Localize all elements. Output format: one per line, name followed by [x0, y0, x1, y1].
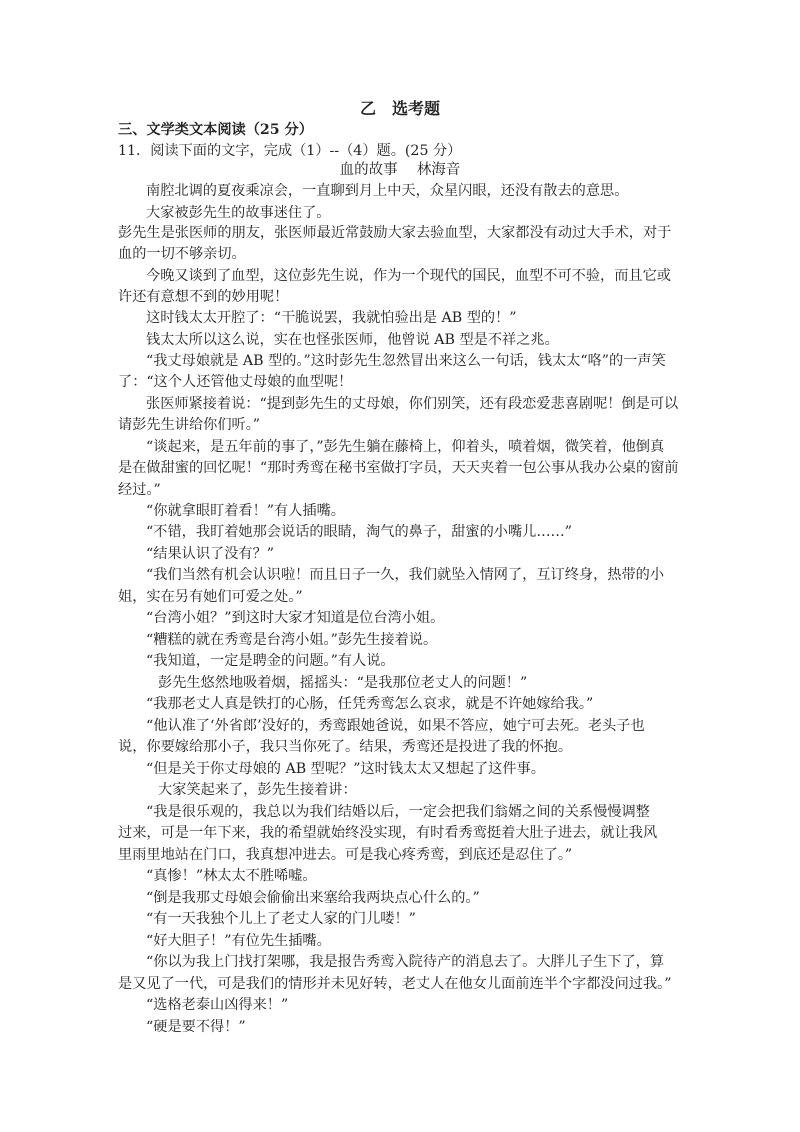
story-line: “真惨！”林太太不胜唏嘘。: [146, 868, 317, 884]
story-line: “我丈母娘就是 AB 型的。”这时彭先生忽然冒出来这么一句话，钱太太“咯”的一声笑: [146, 353, 666, 369]
story-line: “但是关于你丈母娘的 AB 型呢？”这时钱太太又想起了这件事。: [146, 761, 545, 777]
story-heading: [0, 160, 800, 180]
story-line: 大家被彭先生的故事迷住了。: [146, 205, 331, 221]
question-prompt: 11．阅读下面的文字，完成（1）--（4）题。(25 分）: [118, 143, 462, 159]
story-line: “结果认识了没有？”: [146, 546, 275, 562]
story-line: “他认准了‘外省郎’没好的，秀鸾跟她爸说，如果不答应，她宁可去死。老头子也: [146, 718, 645, 734]
story-line: 这时钱太太开腔了：“干脆说罢，我就怕验出是 AB 型的！”: [146, 310, 517, 326]
story-line: “你以为我上门找打架哪，我是报告秀鸾入院待产的消息去了。大胖儿子生下了，算: [146, 954, 665, 970]
story-line: “台湾小姐？”到这时大家才知道是位台湾小姐。: [146, 610, 445, 626]
story-line: “我那老丈人真是铁打的心肠，任凭秀鸾怎么哀求，就是不许她嫁给我。”: [146, 696, 594, 712]
story-line: “你就拿眼盯着看！”有人插嘴。: [146, 503, 345, 519]
story-line: 说，你要嫁给那小子，我只当你死了。结果，秀鸾还是投进了我的怀抱。: [118, 739, 573, 755]
story-line: 彭先生悠然地吸着烟，摇摇头：“是我那位老丈人的问题！”: [158, 675, 528, 691]
story-line: 经过。”: [118, 482, 161, 498]
story-line: 南腔北调的夏夜乘凉会，一直聊到月上中天，众星闪眼，还没有散去的意思。: [146, 183, 629, 199]
story-line: 过来，可是一年下来，我的希望就始终没实现，有时看秀鸾挺着大肚子进去，就让我风: [118, 825, 658, 841]
story-line: “不错，我盯着她那会说话的眼睛，淘气的鼻子，甜蜜的小嘴儿……”: [146, 524, 572, 540]
story-line: 是又见了一代，可是我们的情形并未见好转，老丈人在他女儿面前连半个字都没问过我。”: [118, 976, 672, 992]
story-line: 今晚又谈到了血型，这位彭先生说，作为一个现代的国民，血型不可不验，而且它或: [146, 268, 671, 284]
story-line: “倒是我那丈母娘会偷偷出来塞给我两块点心什么的。”: [146, 890, 480, 906]
story-line: “选格老泰山凶得来！”: [146, 997, 289, 1013]
story-line: 血的一切不够亲切。: [118, 246, 246, 262]
story-line: “我是很乐观的，我总以为我们结婚以后，一定会把我们翁婿之间的关系慢慢调整: [146, 804, 650, 820]
story-line: “糟糕的就在秀鸾是台湾小姐。”彭先生接着说。: [146, 632, 438, 648]
story-line: 姐，实在另有她们可爱之处。”: [118, 589, 303, 605]
section-heading: 三、文学类文本阅读（25 分）: [118, 122, 313, 138]
story-author: 林海音: [416, 162, 461, 178]
story-line: 是在做甜蜜的回忆呢！“那时秀鸾在秘书室做打字员，天天夹着一包公事从我办公桌的窗前: [118, 460, 679, 476]
story-line: “好大胆子！”有位先生插嘴。: [146, 933, 331, 949]
story-line: “我知道，一定是聘金的问题。”有人说。: [146, 653, 395, 669]
story-line: “硬是要不得！”: [146, 1019, 246, 1035]
story-title: 血的故事: [339, 162, 398, 178]
story-line: 钱太太所以这么说，实在也怪张医师，他曾说 AB 型是不祥之兆。: [146, 332, 559, 348]
page-title: 乙 选考题: [359, 99, 440, 118]
story-line: “有一天我独个儿上了老丈人家的门儿喽！”: [146, 911, 416, 927]
story-line: 了：“这个人还管他丈母娘的血型呢！: [118, 374, 353, 390]
story-line: 张医师紧接着说：“提到彭先生的丈母娘，你们别笑，还有段恋爱悲喜剧呢！倒是可以: [146, 396, 679, 412]
story-line: 请彭先生讲给你们听。”: [118, 417, 261, 433]
story-line: 大家笑起来了，彭先生接着讲：: [158, 782, 357, 798]
story-line: 许还有意想不到的妙用呢！: [118, 289, 289, 305]
story-line: “谈起来，是五年前的事了，”彭先生躺在藤椅上，仰着头，喷着烟，微笑着，他倒真: [146, 439, 665, 455]
story-line: 里雨里地站在门口，我真想冲进去。可是我心疼秀鸾，到底还是忍住了。”: [118, 847, 573, 863]
story-line: 彭先生是张医师的朋友，张医师最近常鼓励大家去验血型，大家都没有动过大手术，对于: [118, 225, 672, 241]
story-line: “我们当然有机会认识啦！而且日子一久，我们就坠入情网了，互订终身，热带的小: [146, 567, 665, 583]
